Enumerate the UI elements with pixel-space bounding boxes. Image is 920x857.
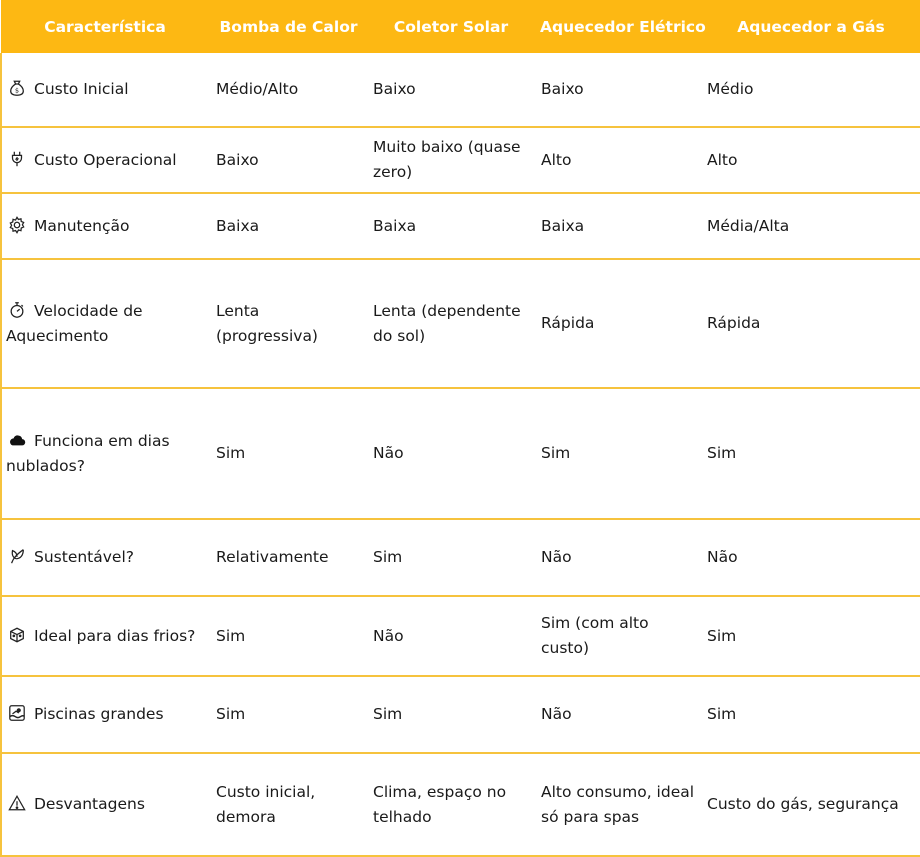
solar-cell: Não [367,388,535,519]
feature-cell [1,259,210,388]
gas-cell: Alto [701,127,920,193]
feature-cell [1,127,210,193]
eletrico-cell: Rápida [535,259,701,388]
gas-cell: Rápida [701,259,920,388]
bomba-cell: Relativamente [210,519,367,596]
feature-label: Ideal para dias frios? [34,626,196,645]
bomba-cell: Sim [210,676,367,753]
table-row [1,753,920,856]
feature-cell [1,193,210,259]
solar-cell: Não [367,596,535,676]
warning-icon [8,794,26,812]
table-row [1,519,920,596]
feature-label: Custo Operacional [34,150,177,169]
pool-icon [8,704,26,722]
plug-icon [8,150,26,168]
solar-cell: Sim [367,519,535,596]
feature-label: Sustentável? [34,548,134,566]
header-coletor-solar: Coletor Solar [367,0,535,53]
bomba-cell: Sim [210,388,367,519]
table-row [1,388,920,519]
bomba-cell: Sim [210,596,367,676]
eletrico-cell: Baixo [535,53,701,127]
leaf-icon [8,547,26,565]
timer-icon [8,301,26,319]
eletrico-cell: Não [535,519,701,596]
feature-label: Piscinas grandes [34,705,164,723]
feature-cell [1,519,210,596]
solar-cell: Clima, espaço no telhado [367,753,535,856]
cloud-icon [8,431,26,449]
eletrico-cell: Alto consumo, ideal só para spas [535,753,701,856]
gas-cell: Custo do gás, segurança [701,753,920,856]
table-row [1,259,920,388]
gas-cell: Média/Alta [701,193,920,259]
solar-cell: Baixa [367,193,535,259]
table-row [1,596,920,676]
feature-cell [1,388,210,519]
feature-cell [1,676,210,753]
feature-label: Custo Inicial [34,80,129,98]
eletrico-cell: Não [535,676,701,753]
gas-cell: Médio [701,53,920,127]
header-bomba-de-calor: Bomba de Calor [210,0,367,53]
bomba-cell: Baixo [210,127,367,193]
feature-label: Velocidade de Aquecimento [6,301,143,345]
table-header-row [1,0,920,53]
gas-cell: Sim [701,676,920,753]
solar-cell: Lenta (dependente do sol) [367,259,535,388]
feature-label: Funciona em dias nublados? [6,431,170,475]
header-caracteristica: Característica [1,0,210,53]
eletrico-cell: Baixa [535,193,701,259]
svg-text:$: $ [14,87,20,95]
gas-cell: Não [701,519,920,596]
feature-cell [1,53,210,127]
bomba-cell: Baixa [210,193,367,259]
cube-icon [8,626,26,644]
header-aquecedor-gas: Aquecedor a Gás [701,0,920,53]
bomba-cell: Lenta (progressiva) [210,259,367,388]
solar-cell: Baixo [367,53,535,127]
feature-cell [1,596,210,676]
table-row [1,53,920,127]
eletrico-cell: Sim (com alto custo) [535,596,701,676]
gas-cell: Sim [701,596,920,676]
feature-cell [1,753,210,856]
table-row [1,676,920,753]
bomba-cell: Custo inicial, demora [210,753,367,856]
header-aquecedor-eletrico: Aquecedor Elétrico [535,0,701,53]
feature-label: Desvantagens [34,795,145,813]
bomba-cell: Médio/Alto [210,53,367,127]
table-row [1,127,920,193]
gas-cell: Sim [701,388,920,519]
gear-icon [8,216,26,234]
solar-cell: Muito baixo (quase zero) [367,127,535,193]
money-bag-icon [8,79,26,97]
table-row [1,193,920,259]
eletrico-cell: Sim [535,388,701,519]
solar-cell: Sim [367,676,535,753]
eletrico-cell: Alto [535,127,701,193]
feature-label: Manutenção [34,216,130,235]
